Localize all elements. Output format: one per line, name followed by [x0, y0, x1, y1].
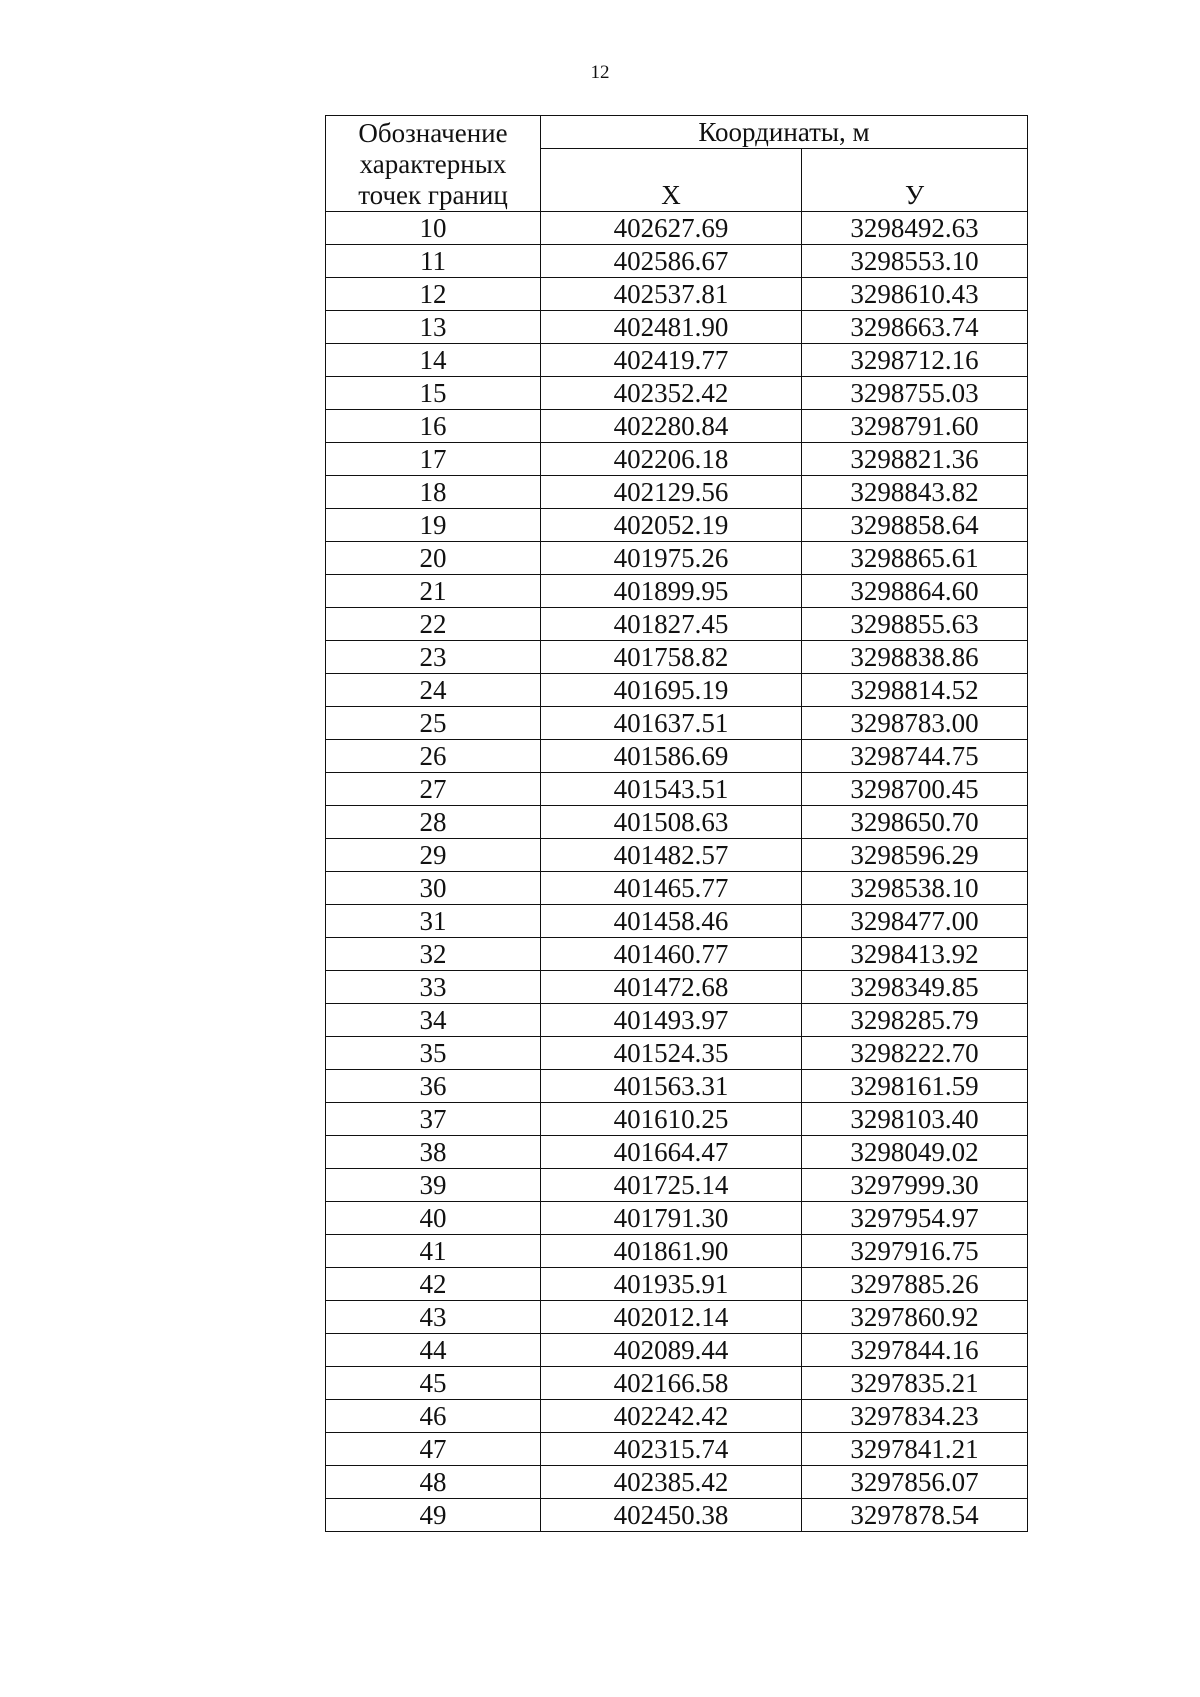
- table-row: [326, 971, 1028, 1004]
- table-row: [326, 608, 1028, 641]
- point-cell: 14: [326, 344, 541, 377]
- x-cell: 401610.25: [541, 1103, 802, 1136]
- point-cell: 11: [326, 245, 541, 278]
- x-cell: 401524.35: [541, 1037, 802, 1070]
- table-row: [326, 1334, 1028, 1367]
- y-cell: 3298222.70: [802, 1037, 1028, 1070]
- table-row: [326, 278, 1028, 311]
- x-cell: 401458.46: [541, 905, 802, 938]
- y-cell: 3298413.92: [802, 938, 1028, 971]
- x-cell: 402089.44: [541, 1334, 802, 1367]
- point-cell: 19: [326, 509, 541, 542]
- table-row: [326, 1235, 1028, 1268]
- x-cell: 401827.45: [541, 608, 802, 641]
- y-cell: 3298553.10: [802, 245, 1028, 278]
- point-cell: 47: [326, 1433, 541, 1466]
- point-cell: 20: [326, 542, 541, 575]
- y-cell: 3298285.79: [802, 1004, 1028, 1037]
- point-cell: 32: [326, 938, 541, 971]
- point-cell: 29: [326, 839, 541, 872]
- y-cell: 3298864.60: [802, 575, 1028, 608]
- y-cell: 3297878.54: [802, 1499, 1028, 1532]
- table-row: [326, 1268, 1028, 1301]
- x-cell: 401861.90: [541, 1235, 802, 1268]
- y-cell: 3298650.70: [802, 806, 1028, 839]
- x-cell: 402052.19: [541, 509, 802, 542]
- table-row: [326, 1433, 1028, 1466]
- point-cell: 16: [326, 410, 541, 443]
- x-cell: 402280.84: [541, 410, 802, 443]
- x-cell: 401637.51: [541, 707, 802, 740]
- y-cell: 3298821.36: [802, 443, 1028, 476]
- point-cell: 40: [326, 1202, 541, 1235]
- point-cell: 36: [326, 1070, 541, 1103]
- table-row: [326, 311, 1028, 344]
- point-cell: 15: [326, 377, 541, 410]
- y-cell: 3297916.75: [802, 1235, 1028, 1268]
- point-cell: 24: [326, 674, 541, 707]
- x-cell: 401758.82: [541, 641, 802, 674]
- y-cell: 3298744.75: [802, 740, 1028, 773]
- table-row: [326, 344, 1028, 377]
- y-cell: 3297834.23: [802, 1400, 1028, 1433]
- table-row: [326, 1499, 1028, 1532]
- x-cell: 402206.18: [541, 443, 802, 476]
- y-cell: 3297844.16: [802, 1334, 1028, 1367]
- table-body: [326, 212, 1028, 1532]
- table-row: [326, 674, 1028, 707]
- x-cell: 402419.77: [541, 344, 802, 377]
- x-cell: 402627.69: [541, 212, 802, 245]
- table-row: [326, 872, 1028, 905]
- point-cell: 44: [326, 1334, 541, 1367]
- x-cell: 401975.26: [541, 542, 802, 575]
- table-row: [326, 641, 1028, 674]
- y-column-header: У: [802, 149, 1028, 212]
- table-row: [326, 1202, 1028, 1235]
- x-cell: 401482.57: [541, 839, 802, 872]
- x-cell: 401695.19: [541, 674, 802, 707]
- table-row: [326, 542, 1028, 575]
- table-row: [326, 476, 1028, 509]
- x-cell: 402129.56: [541, 476, 802, 509]
- y-cell: 3298843.82: [802, 476, 1028, 509]
- point-cell: 26: [326, 740, 541, 773]
- x-cell: 402352.42: [541, 377, 802, 410]
- y-cell: 3298712.16: [802, 344, 1028, 377]
- table-row: [326, 410, 1028, 443]
- table-row: [326, 806, 1028, 839]
- x-cell: 402537.81: [541, 278, 802, 311]
- y-cell: 3298755.03: [802, 377, 1028, 410]
- point-cell: 43: [326, 1301, 541, 1334]
- table-row: [326, 509, 1028, 542]
- x-cell: 401472.68: [541, 971, 802, 1004]
- point-cell: 27: [326, 773, 541, 806]
- x-column-header: Х: [541, 149, 802, 212]
- y-cell: 3298858.64: [802, 509, 1028, 542]
- table-row: [326, 839, 1028, 872]
- y-cell: 3297885.26: [802, 1268, 1028, 1301]
- point-cell: 46: [326, 1400, 541, 1433]
- table-row: [326, 1037, 1028, 1070]
- point-cell: 41: [326, 1235, 541, 1268]
- y-cell: 3297954.97: [802, 1202, 1028, 1235]
- table-row: [326, 1400, 1028, 1433]
- point-cell: 18: [326, 476, 541, 509]
- x-cell: 401563.31: [541, 1070, 802, 1103]
- point-cell: 48: [326, 1466, 541, 1499]
- point-cell: 39: [326, 1169, 541, 1202]
- y-cell: 3297835.21: [802, 1367, 1028, 1400]
- x-cell: 402385.42: [541, 1466, 802, 1499]
- x-cell: 401725.14: [541, 1169, 802, 1202]
- table-row: [326, 740, 1028, 773]
- y-cell: 3297841.21: [802, 1433, 1028, 1466]
- coordinates-table: [325, 115, 1028, 1532]
- table-row: [326, 1136, 1028, 1169]
- table-row: [326, 377, 1028, 410]
- point-cell: 23: [326, 641, 541, 674]
- point-cell: 13: [326, 311, 541, 344]
- table-row: [326, 1004, 1028, 1037]
- table-row: [326, 443, 1028, 476]
- table-row: [326, 1466, 1028, 1499]
- table-row: [326, 212, 1028, 245]
- point-cell: 12: [326, 278, 541, 311]
- point-cell: 35: [326, 1037, 541, 1070]
- point-cell: 45: [326, 1367, 541, 1400]
- point-cell: 33: [326, 971, 541, 1004]
- x-cell: 401543.51: [541, 773, 802, 806]
- point-label-header: Обозначение характерных точек границ: [326, 116, 541, 212]
- x-cell: 402166.58: [541, 1367, 802, 1400]
- table-row: [326, 1301, 1028, 1334]
- table-row: [326, 1070, 1028, 1103]
- point-cell: 17: [326, 443, 541, 476]
- point-cell: 30: [326, 872, 541, 905]
- x-cell: 402586.67: [541, 245, 802, 278]
- table-row: [326, 773, 1028, 806]
- y-cell: 3298783.00: [802, 707, 1028, 740]
- x-cell: 402012.14: [541, 1301, 802, 1334]
- page-number: 12: [590, 62, 610, 83]
- y-cell: 3298349.85: [802, 971, 1028, 1004]
- x-cell: 401508.63: [541, 806, 802, 839]
- y-cell: 3297999.30: [802, 1169, 1028, 1202]
- x-cell: 402481.90: [541, 311, 802, 344]
- y-cell: 3297856.07: [802, 1466, 1028, 1499]
- table-row: [326, 707, 1028, 740]
- coordinates-group-header: Координаты, м: [541, 116, 1028, 149]
- x-cell: 402315.74: [541, 1433, 802, 1466]
- y-cell: 3298855.63: [802, 608, 1028, 641]
- point-cell: 10: [326, 212, 541, 245]
- y-cell: 3298103.40: [802, 1103, 1028, 1136]
- y-cell: 3298610.43: [802, 278, 1028, 311]
- point-cell: 34: [326, 1004, 541, 1037]
- point-cell: 22: [326, 608, 541, 641]
- y-cell: 3297860.92: [802, 1301, 1028, 1334]
- table-row: [326, 245, 1028, 278]
- x-cell: 401493.97: [541, 1004, 802, 1037]
- y-cell: 3298161.59: [802, 1070, 1028, 1103]
- point-cell: 38: [326, 1136, 541, 1169]
- y-cell: 3298663.74: [802, 311, 1028, 344]
- x-cell: 402242.42: [541, 1400, 802, 1433]
- y-cell: 3298865.61: [802, 542, 1028, 575]
- y-cell: 3298838.86: [802, 641, 1028, 674]
- x-cell: 401465.77: [541, 872, 802, 905]
- x-cell: 401935.91: [541, 1268, 802, 1301]
- point-cell: 37: [326, 1103, 541, 1136]
- y-cell: 3298814.52: [802, 674, 1028, 707]
- table-row: [326, 905, 1028, 938]
- x-cell: 401791.30: [541, 1202, 802, 1235]
- point-cell: 25: [326, 707, 541, 740]
- y-cell: 3298492.63: [802, 212, 1028, 245]
- y-cell: 3298049.02: [802, 1136, 1028, 1169]
- y-cell: 3298477.00: [802, 905, 1028, 938]
- point-cell: 49: [326, 1499, 541, 1532]
- table-row: [326, 938, 1028, 971]
- table-row: [326, 575, 1028, 608]
- table-row: [326, 1367, 1028, 1400]
- x-cell: 401460.77: [541, 938, 802, 971]
- y-cell: 3298538.10: [802, 872, 1028, 905]
- point-cell: 28: [326, 806, 541, 839]
- x-cell: 401664.47: [541, 1136, 802, 1169]
- table-header: [326, 116, 1028, 212]
- point-cell: 21: [326, 575, 541, 608]
- x-cell: 402450.38: [541, 1499, 802, 1532]
- table-row: [326, 1169, 1028, 1202]
- y-cell: 3298596.29: [802, 839, 1028, 872]
- x-cell: 401586.69: [541, 740, 802, 773]
- point-cell: 31: [326, 905, 541, 938]
- y-cell: 3298791.60: [802, 410, 1028, 443]
- y-cell: 3298700.45: [802, 773, 1028, 806]
- point-cell: 42: [326, 1268, 541, 1301]
- table-row: [326, 1103, 1028, 1136]
- x-cell: 401899.95: [541, 575, 802, 608]
